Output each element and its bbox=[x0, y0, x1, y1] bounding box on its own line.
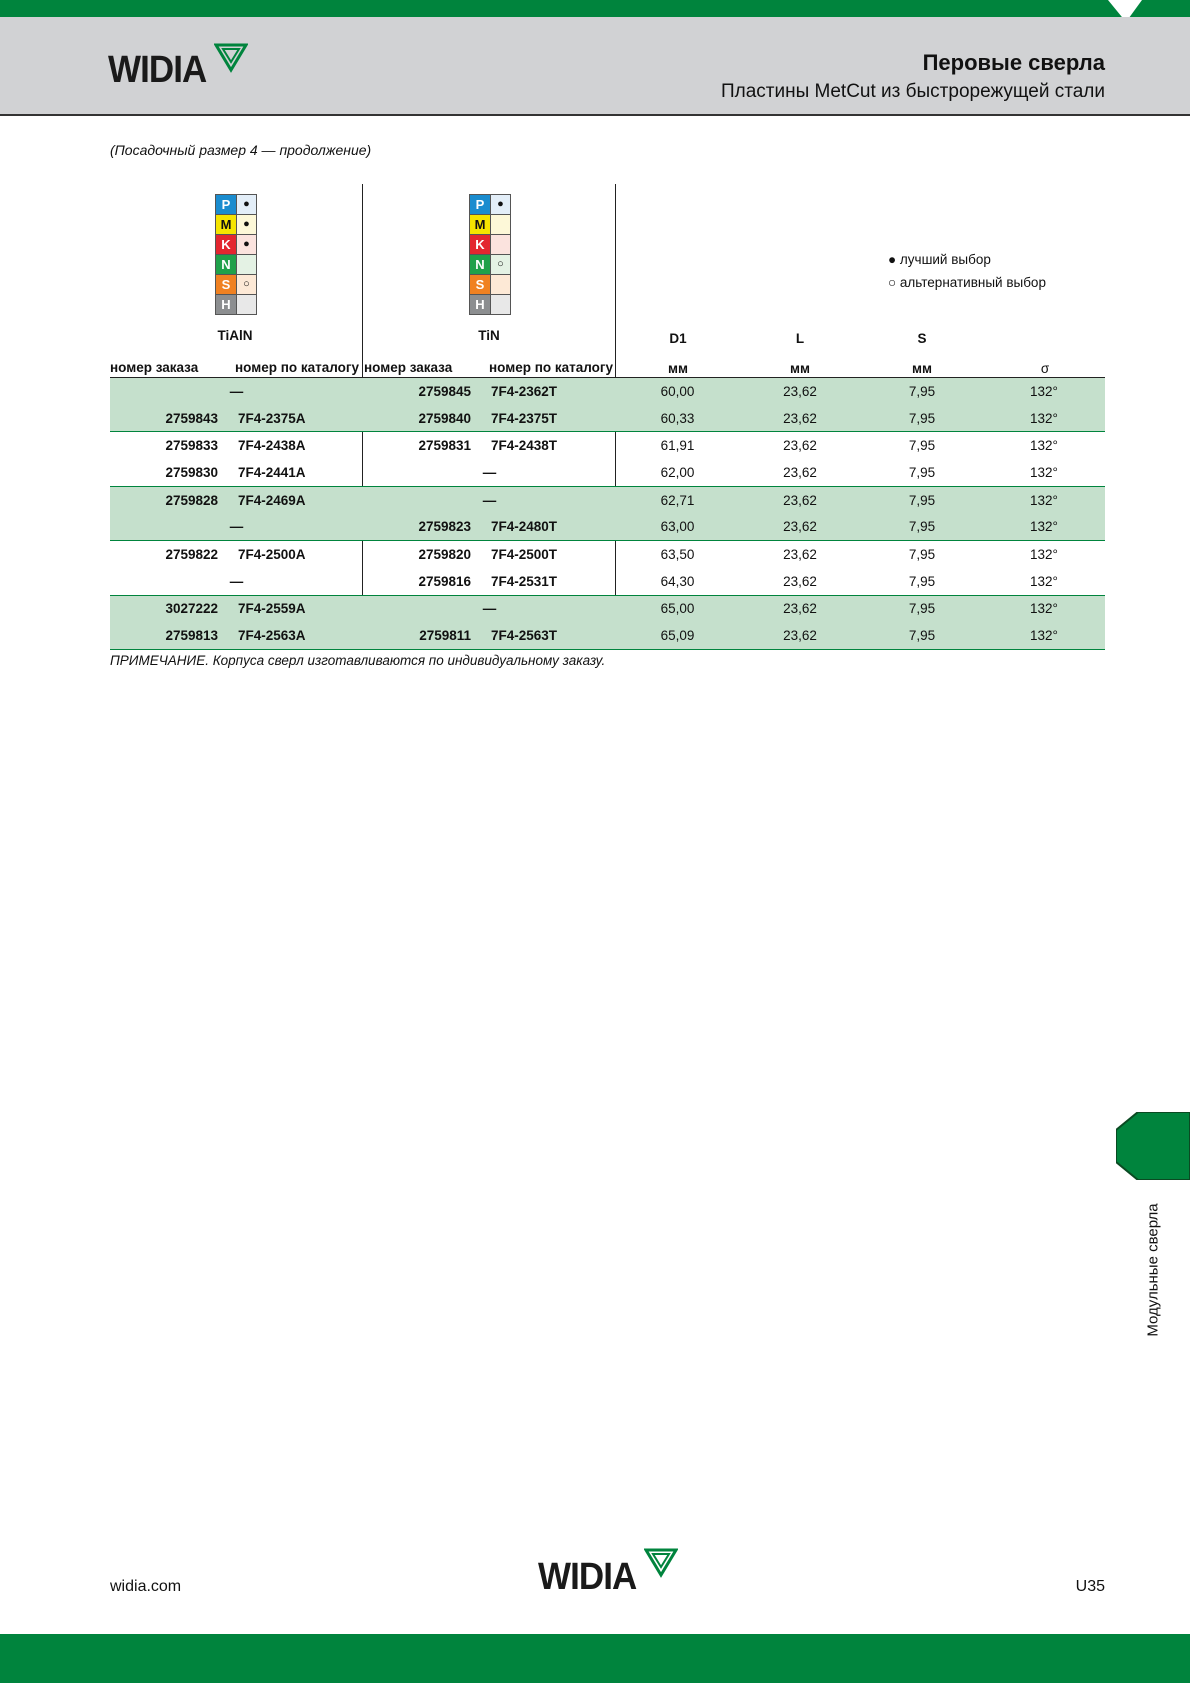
material-mark bbox=[490, 294, 511, 315]
cell-s: 7,95 bbox=[861, 595, 983, 622]
table-row bbox=[110, 459, 1105, 486]
header-s-unit: мм bbox=[912, 361, 932, 376]
cell-sigma: 132° bbox=[1030, 464, 1058, 480]
header-catalog-no-b: номер по каталогу bbox=[489, 360, 614, 375]
material-letter: H bbox=[215, 294, 237, 315]
material-letter: K bbox=[215, 234, 237, 255]
material-letter: S bbox=[469, 274, 491, 295]
cell-a-order: 2759813 bbox=[110, 622, 236, 649]
table-note: ПРИМЕЧАНИЕ. Корпуса сверл изготавливаются по индивидуальному заказу. bbox=[110, 653, 606, 668]
cell-b-order: 2759845 bbox=[363, 378, 489, 405]
material-letter: P bbox=[215, 194, 237, 215]
table-row bbox=[110, 595, 1105, 622]
widia-logo bbox=[108, 49, 215, 92]
header-catalog-no-a: номер по каталогу bbox=[235, 360, 360, 375]
material-letter: N bbox=[215, 254, 237, 275]
cell-d1: 60,33 bbox=[616, 405, 739, 432]
legend bbox=[888, 248, 1046, 294]
cell-a-cat: 7F4-2375A bbox=[236, 405, 363, 432]
cell-b-order: 2759816 bbox=[418, 573, 471, 589]
coating-name-tialn: TiAlN bbox=[217, 328, 253, 343]
cell-l: 23,62 bbox=[739, 622, 861, 649]
cell-sigma: 132° bbox=[983, 432, 1105, 459]
material-letter: P bbox=[469, 194, 491, 215]
cell-sigma: 132° bbox=[983, 486, 1105, 513]
section-tab bbox=[1116, 1112, 1190, 1180]
legend-best: ● лучший выбор bbox=[888, 252, 991, 267]
cell-d1: 64,30 bbox=[660, 573, 695, 589]
cell-d1: 65,00 bbox=[616, 595, 739, 622]
cell-s: 7,95 bbox=[861, 405, 983, 432]
cell-sigma: 132° bbox=[1030, 573, 1058, 589]
header-l-unit: мм bbox=[790, 361, 810, 376]
cell-d1: 60,00 bbox=[616, 378, 739, 405]
cell-b-cat: 7F4-2563T bbox=[489, 622, 616, 649]
page-header bbox=[0, 17, 1190, 116]
cell-s: 7,95 bbox=[861, 432, 983, 459]
table-row bbox=[110, 513, 1105, 540]
material-mark bbox=[236, 294, 257, 315]
material-row bbox=[469, 254, 509, 274]
cell-d1: 62,71 bbox=[616, 486, 739, 513]
cell-b-order: — bbox=[363, 486, 616, 513]
material-mark: ○ bbox=[490, 254, 511, 275]
cell-a-cat: 7F4-2500A bbox=[236, 541, 363, 568]
cell-l: 23,62 bbox=[739, 378, 861, 405]
cell-l: 23,62 bbox=[783, 464, 817, 480]
cell-b-cat: 7F4-2480T bbox=[489, 513, 616, 540]
cell-sigma: 132° bbox=[983, 595, 1105, 622]
cell-d1: 61,91 bbox=[616, 432, 739, 459]
cell-l: 23,62 bbox=[739, 405, 861, 432]
material-letter: M bbox=[469, 214, 491, 235]
material-row bbox=[469, 214, 509, 234]
material-row bbox=[469, 274, 509, 294]
cell-s: 7,95 bbox=[861, 622, 983, 649]
page-subtitle: Пластины MetCut из быстрорежущей стали bbox=[720, 81, 1105, 102]
header-order-no-a: номер заказа bbox=[110, 360, 199, 375]
material-row bbox=[215, 294, 255, 314]
cell-s: 7,95 bbox=[908, 464, 936, 480]
logo-triangle-icon bbox=[214, 43, 248, 73]
page-title: Перовые сверла bbox=[922, 50, 1105, 75]
cell-b-cat: 7F4-2438T bbox=[489, 432, 616, 459]
footer-logo-triangle-icon bbox=[644, 1548, 678, 1578]
cell-a-order: 3027222 bbox=[110, 595, 236, 622]
material-row bbox=[215, 254, 255, 274]
header-order-no-b: номер заказа bbox=[364, 360, 453, 375]
header-sigma: σ bbox=[1040, 361, 1050, 376]
header-l: L bbox=[795, 331, 805, 346]
cell-s: 7,95 bbox=[861, 378, 983, 405]
cell-s: 7,95 bbox=[908, 573, 936, 589]
cell-b-order: 2759811 bbox=[363, 622, 489, 649]
cell-a-cat: 7F4-2441A bbox=[238, 464, 306, 480]
material-letter: H bbox=[469, 294, 491, 315]
header-s: S bbox=[917, 331, 927, 346]
cell-b-cat: 7F4-2362T bbox=[489, 378, 616, 405]
material-mark bbox=[236, 254, 257, 275]
cell-l: 23,62 bbox=[739, 486, 861, 513]
material-row bbox=[215, 214, 255, 234]
footer-website[interactable]: widia.com bbox=[110, 1578, 182, 1595]
product-table bbox=[110, 378, 1105, 650]
material-mark: ● bbox=[236, 194, 257, 215]
footer-widia-logo bbox=[538, 1556, 645, 1599]
section-subnote: (Посадочный размер 4 — продолжение) bbox=[110, 142, 372, 158]
cell-a-cat: 7F4-2559A bbox=[236, 595, 363, 622]
cell-a-cat: 7F4-2563A bbox=[236, 622, 363, 649]
material-mark bbox=[490, 274, 511, 295]
cell-b-cat: 7F4-2500T bbox=[489, 541, 616, 568]
cell-sigma: 132° bbox=[983, 405, 1105, 432]
material-mark: ● bbox=[490, 194, 511, 215]
cell-sigma: 132° bbox=[983, 541, 1105, 568]
header-d1: D1 bbox=[669, 331, 687, 346]
coating-name-tin: TiN bbox=[478, 328, 500, 343]
table-row bbox=[110, 405, 1105, 432]
material-row bbox=[215, 274, 255, 294]
top-green-bar bbox=[0, 0, 1190, 17]
material-row bbox=[469, 194, 509, 214]
table-row bbox=[110, 486, 1105, 513]
cell-d1: 63,00 bbox=[616, 513, 739, 540]
material-row bbox=[469, 294, 509, 314]
material-letter: M bbox=[215, 214, 237, 235]
material-mark: ○ bbox=[236, 274, 257, 295]
table-row bbox=[110, 432, 1105, 459]
cell-b-order: 2759840 bbox=[363, 405, 489, 432]
logo-wordmark: WIDIA bbox=[108, 49, 207, 91]
material-row bbox=[215, 234, 255, 254]
table-row bbox=[110, 378, 1105, 405]
cell-sigma: 132° bbox=[983, 513, 1105, 540]
cell-a-cat: 7F4-2469A bbox=[236, 486, 363, 513]
material-mark bbox=[490, 214, 511, 235]
cell-sigma: 132° bbox=[983, 622, 1105, 649]
cell-s: 7,95 bbox=[861, 541, 983, 568]
cell-a-order: 2759822 bbox=[110, 541, 236, 568]
cell-a-order: 2759828 bbox=[110, 486, 236, 513]
cell-b-order: 2759820 bbox=[363, 541, 489, 568]
cell-s: 7,95 bbox=[861, 513, 983, 540]
table-row bbox=[110, 541, 1105, 568]
cell-sigma: 132° bbox=[983, 378, 1105, 405]
page-number: U35 bbox=[1075, 1578, 1105, 1595]
cell-l: 23,62 bbox=[739, 541, 861, 568]
material-letter: K bbox=[469, 234, 491, 255]
cell-a-order: 2759830 bbox=[165, 464, 218, 480]
material-mark bbox=[490, 234, 511, 255]
cell-a-order: — bbox=[110, 378, 363, 405]
cell-a-cat: 7F4-2438A bbox=[236, 432, 363, 459]
cell-d1: 62,00 bbox=[660, 464, 695, 480]
cell-a-order: 2759833 bbox=[110, 432, 236, 459]
header-d1-unit: мм bbox=[668, 361, 688, 376]
cell-b-order: — bbox=[363, 595, 616, 622]
cell-l: 23,62 bbox=[739, 513, 861, 540]
material-row bbox=[215, 194, 255, 214]
cell-d1: 63,50 bbox=[616, 541, 739, 568]
footer-logo-wordmark: WIDIA bbox=[538, 1556, 637, 1598]
cell-b-cat: 7F4-2375T bbox=[489, 405, 616, 432]
cell-b-order: 2759823 bbox=[363, 513, 489, 540]
cell-a-order: — bbox=[110, 513, 363, 540]
material-row bbox=[469, 234, 509, 254]
section-tab-label[interactable]: Модульные сверла bbox=[1144, 1203, 1162, 1337]
table-row bbox=[110, 568, 1105, 595]
material-mark: ● bbox=[236, 214, 257, 235]
bottom-green-bar bbox=[0, 1634, 1190, 1683]
cell-l: 23,62 bbox=[783, 573, 817, 589]
cell-b-cat: 7F4-2531T bbox=[491, 573, 558, 589]
table-row bbox=[110, 622, 1105, 649]
cell-b-order: — bbox=[482, 464, 497, 480]
cell-s: 7,95 bbox=[861, 486, 983, 513]
cell-l: 23,62 bbox=[739, 432, 861, 459]
cell-a-order: — bbox=[229, 573, 244, 589]
cell-b-order: 2759831 bbox=[363, 432, 489, 459]
legend-alt: ○ альтернативный выбор bbox=[888, 275, 1046, 290]
material-letter: N bbox=[469, 254, 491, 275]
cell-a-order: 2759843 bbox=[110, 405, 236, 432]
material-mark: ● bbox=[236, 234, 257, 255]
cell-l: 23,62 bbox=[739, 595, 861, 622]
cell-d1: 65,09 bbox=[616, 622, 739, 649]
material-letter: S bbox=[215, 274, 237, 295]
